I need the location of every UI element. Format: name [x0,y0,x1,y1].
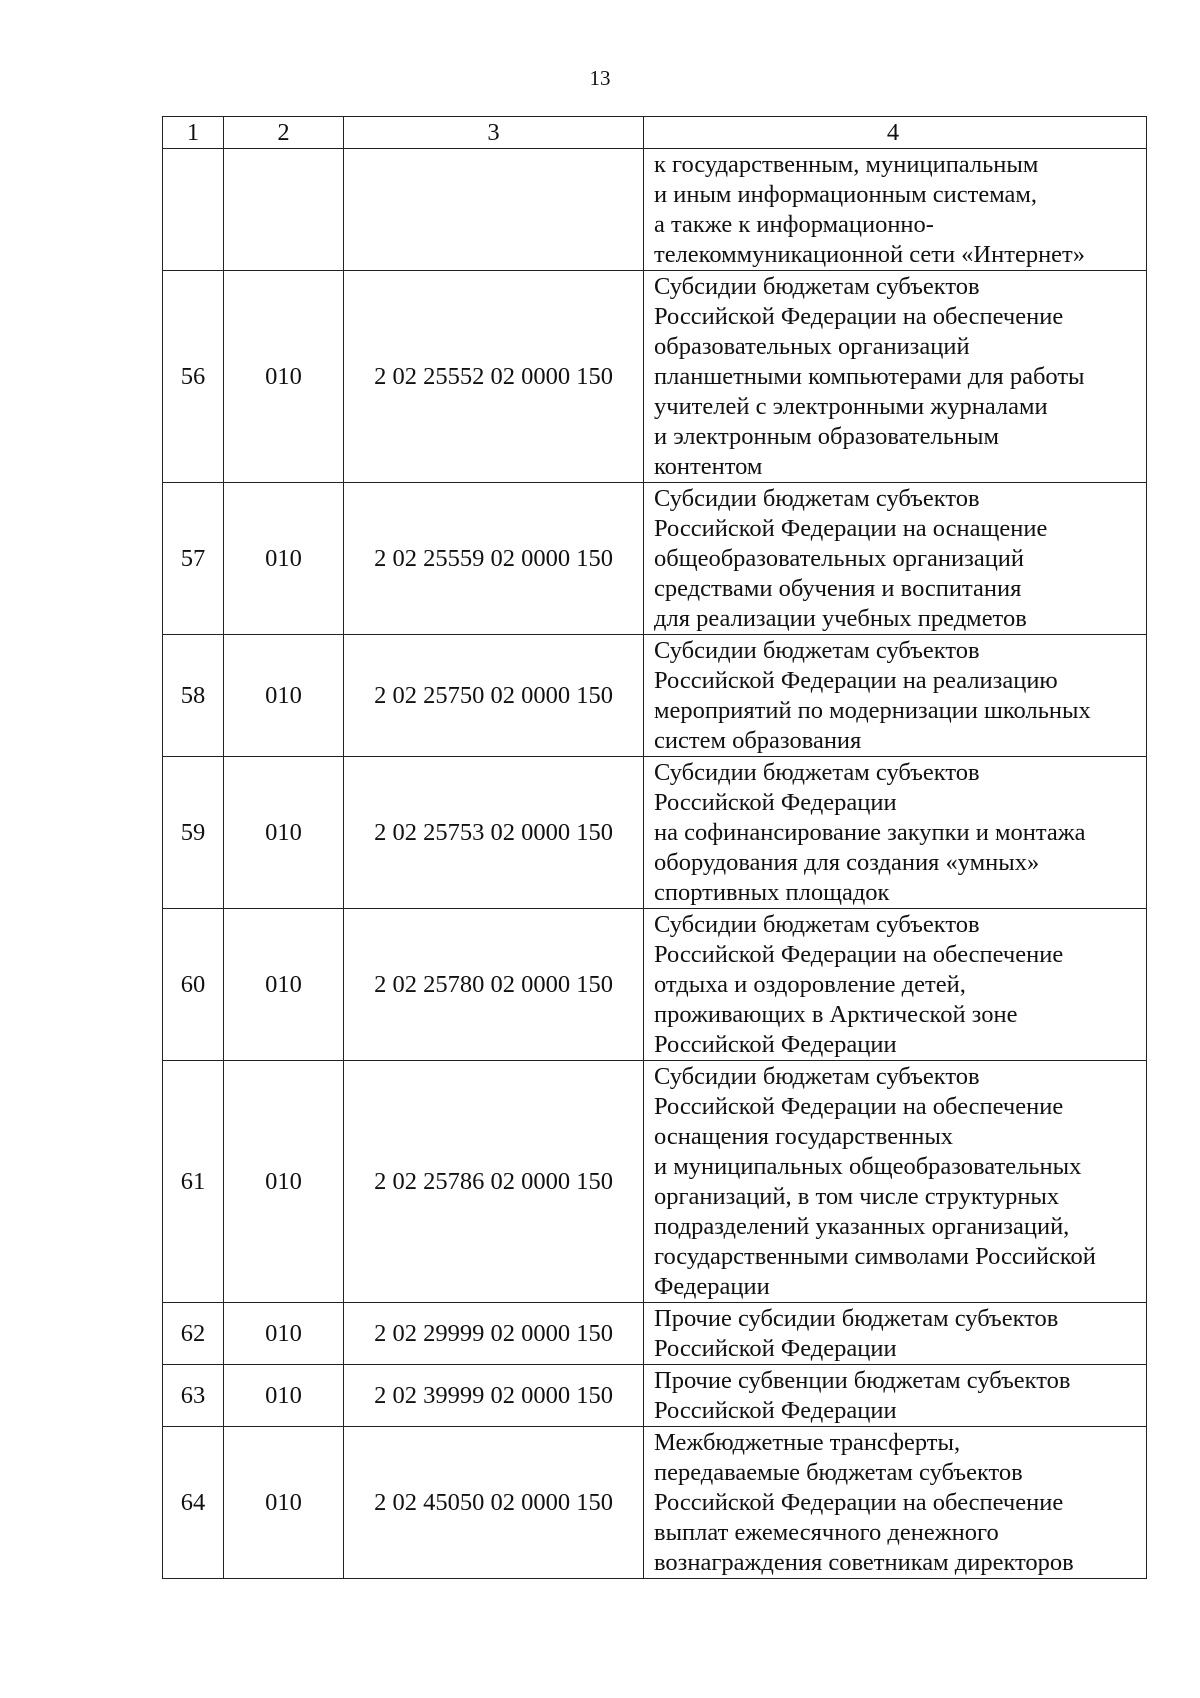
table-row [163,483,1147,635]
row-code-cell: 2 02 25780 02 0000 150 [344,909,644,1061]
row-admin-cell: 010 [224,757,344,909]
row-admin-cell: 010 [224,909,344,1061]
row-number-cell: 58 [163,635,224,757]
row-number-cell: 57 [163,483,224,635]
row-admin-cell: 010 [224,635,344,757]
table-row [163,271,1147,483]
column-header-number: 1 [163,117,224,149]
row-description-cell: Субсидии бюджетам субъектов Российской Федерации на оснащение общеобразовательных организаций средствами обучения и воспитания для реализации учебных предметов [644,483,1147,635]
table-row [163,635,1147,757]
row-admin-cell [224,149,344,271]
row-number-cell: 59 [163,757,224,909]
table-row [163,1061,1147,1303]
row-description-cell: Субсидии бюджетам субъектов Российской Федерации на реализацию мероприятий по модернизации школьных систем образования [644,635,1147,757]
row-description-cell: Межбюджетные трансферты, передаваемые бюджетам субъектов Российской Федерации на обеспечение выплат ежемесячного денежного вознаграждения советникам директоров [644,1427,1147,1579]
table-row [163,149,1147,271]
row-admin-cell: 010 [224,483,344,635]
table-row [163,1365,1147,1427]
row-code-cell: 2 02 25786 02 0000 150 [344,1061,644,1303]
row-admin-cell: 010 [224,1427,344,1579]
budget-revenue-table [162,116,1147,1579]
row-number-cell: 62 [163,1303,224,1365]
row-code-cell [344,149,644,271]
row-description-cell: Прочие субсидии бюджетам субъектов Российской Федерации [644,1303,1147,1365]
column-header-admin: 2 [224,117,344,149]
table-row [163,1427,1147,1579]
row-number-cell: 64 [163,1427,224,1579]
row-description-cell: Субсидии бюджетам субъектов Российской Федерации на обеспечение отдыха и оздоровление детей, проживающих в Арктической зоне Российской Федерации [644,909,1147,1061]
row-code-cell: 2 02 25552 02 0000 150 [344,271,644,483]
table-header-row [163,117,1147,149]
row-admin-cell: 010 [224,1061,344,1303]
table-row [163,909,1147,1061]
row-code-cell: 2 02 25753 02 0000 150 [344,757,644,909]
page-number: 13 [589,66,611,90]
row-admin-cell: 010 [224,1365,344,1427]
row-code-cell: 2 02 25559 02 0000 150 [344,483,644,635]
table-row [163,1303,1147,1365]
row-code-cell: 2 02 25750 02 0000 150 [344,635,644,757]
row-number-cell [163,149,224,271]
row-number-cell: 60 [163,909,224,1061]
column-header-code: 3 [344,117,644,149]
row-code-cell: 2 02 39999 02 0000 150 [344,1365,644,1427]
row-number-cell: 61 [163,1061,224,1303]
row-number-cell: 63 [163,1365,224,1427]
row-description-cell: Прочие субвенции бюджетам субъектов Российской Федерации [644,1365,1147,1427]
row-description-cell: Субсидии бюджетам субъектов Российской Федерации на обеспечение оснащения государственных и муниципальных общеобразовательных организаций, в том числе структурных подразделений указанных организаций, государственными символами Российской Федерации [644,1061,1147,1303]
row-code-cell: 2 02 45050 02 0000 150 [344,1427,644,1579]
row-code-cell: 2 02 29999 02 0000 150 [344,1303,644,1365]
row-admin-cell: 010 [224,271,344,483]
table-row [163,757,1147,909]
row-number-cell: 56 [163,271,224,483]
row-description-cell: Субсидии бюджетам субъектов Российской Федерации на софинансирование закупки и монтажа оборудования для создания «умных» спортивных площадок [644,757,1147,909]
row-admin-cell: 010 [224,1303,344,1365]
row-description-cell: к государственным, муниципальным и иным информационным системам, а также к информационно- телекоммуникационной сети «Интернет» [644,149,1147,271]
column-header-description: 4 [644,117,1147,149]
row-description-cell: Субсидии бюджетам субъектов Российской Федерации на обеспечение образовательных организаций планшетными компьютерами для работы учителей с электронными журналами и электронным образовательным контентом [644,271,1147,483]
